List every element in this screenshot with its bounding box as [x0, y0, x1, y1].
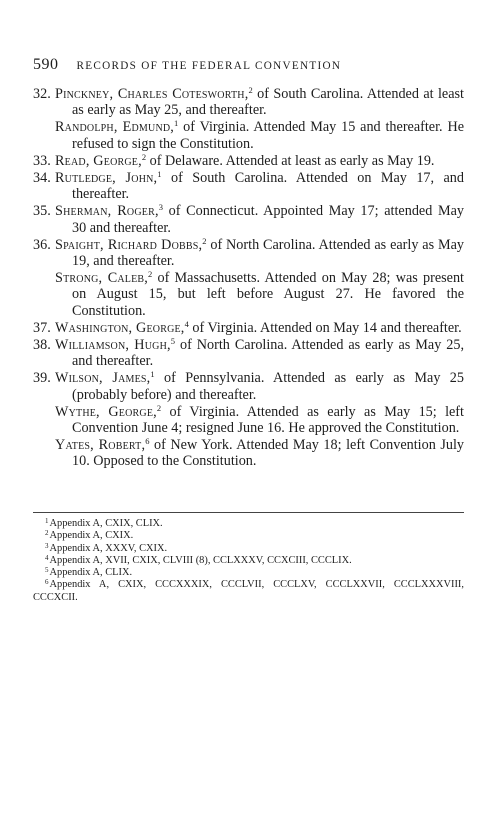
running-head: RECORDS OF THE FEDERAL CONVENTION — [76, 60, 342, 72]
delegate-entry — [33, 203, 464, 235]
entry-text: of Virginia. Attended as early as May 15; left Convention June 4; resigned June 16. He approved the Constitution. — [72, 403, 464, 437]
delegate-name: Pinckney, Charles Cotesworth, — [55, 86, 249, 102]
delegate-name: Spaight, Richard Dobbs, — [55, 236, 203, 253]
footnote — [33, 567, 464, 579]
footnote — [33, 555, 464, 567]
delegate-name: Yates, Robert, — [55, 437, 146, 454]
entry-number: 37. — [33, 319, 51, 336]
footnote-text: Appendix A, CXIX. — [49, 530, 134, 542]
footnote — [33, 518, 464, 530]
delegate-name: Williamson, Hugh, — [55, 337, 171, 354]
footnote — [33, 530, 464, 542]
entry-text: of Connecticut. Appointed May 17; attended May 30 and thereafter. — [72, 203, 464, 236]
delegate-name: Read, George, — [55, 152, 142, 169]
footnote-ref: 2 — [156, 402, 162, 413]
footnote-ref: 4 — [184, 318, 189, 329]
footnote-mark: 5 — [45, 566, 49, 575]
footnotes — [33, 518, 464, 604]
delegate-name: Sherman, Roger, — [55, 203, 159, 220]
entry-text: of Virginia. Attended May 15 and thereafter. He refused to sign the Constitution. — [72, 119, 464, 152]
entry-number: 33. — [33, 152, 51, 169]
delegate-entry — [33, 437, 464, 469]
footnote-ref: 2 — [148, 269, 153, 280]
footnote-ref: 2 — [202, 235, 207, 246]
footnote-ref: 1 — [150, 369, 155, 380]
delegate-name: Wythe, George, — [55, 403, 157, 420]
delegate-name: Rutledge, John, — [55, 170, 158, 187]
entry-text: of Massachusetts. Attended on May 28; was present on August 15, but left before August 27. He favored the Constitution. — [72, 270, 464, 319]
entry-text: of Virginia. Attended on May 14 and thereafter. — [188, 319, 462, 336]
footnote-ref: 3 — [158, 202, 163, 213]
entry-text: of Delaware. Attended at least as early as May 19. — [146, 152, 435, 169]
entry-text: of South Carolina. Attended on May 17, and thereafter. — [72, 170, 464, 203]
entry-number: 32. — [33, 86, 51, 102]
entry-number: 39. — [33, 370, 51, 387]
footnote-text: Appendix A, XVII, CXIX, CLVIII (8), CCLXXXV, CCXCIII, CCCLIX. — [49, 554, 352, 566]
footnote-mark: 3 — [45, 541, 49, 550]
entry-number: 36. — [33, 236, 51, 253]
footnote-mark: 1 — [45, 517, 49, 525]
footnote-text: Appendix A, CLIX. — [49, 567, 133, 579]
entry-text: of South Carolina. Attended at least as early as May 25, and thereafter. — [72, 86, 464, 119]
delegate-name: Washington, George, — [55, 319, 185, 336]
footnote-ref: 1 — [174, 118, 179, 129]
footnote-ref: 5 — [170, 336, 176, 347]
entry-number: 38. — [33, 337, 51, 354]
footnote-text: Appendix A, CXIX, CLIX. — [49, 518, 163, 529]
entry-number: 34. — [33, 170, 51, 187]
footnote-ref: 2 — [141, 151, 147, 162]
delegate-name: Wilson, James, — [55, 370, 151, 387]
entry-text: of North Carolina. Attended as early as May 25, and thereafter. — [72, 337, 464, 370]
delegate-entry — [33, 170, 464, 202]
delegate-entry — [33, 404, 464, 436]
delegate-entry — [33, 119, 464, 151]
footnote — [33, 543, 464, 555]
delegate-entry — [33, 320, 464, 336]
footnote-ref: 6 — [145, 436, 150, 447]
page-number: 590 — [33, 56, 59, 73]
footnote-text: Appendix A, CXIX, CCCXXXIX, CCCLVII, CCCLXV, CCCLXXVII, CCCLXXXVIII, CCCXCII. — [33, 579, 464, 603]
footnote-divider — [33, 512, 464, 513]
delegate-entry — [33, 370, 464, 402]
page-header — [33, 56, 463, 74]
footnote-ref: 1 — [157, 169, 162, 180]
footnote-mark: 6 — [45, 578, 49, 587]
footnote — [33, 579, 464, 604]
delegate-entry — [33, 337, 464, 369]
footnote-mark: 4 — [45, 553, 49, 562]
entry-text: of North Carolina. Attended as early as May 19, and thereafter. — [72, 236, 464, 270]
delegate-entry — [33, 237, 464, 269]
footnote-mark: 2 — [45, 529, 49, 538]
footnote-text: Appendix A, XXXV, CXIX. — [49, 542, 168, 554]
entry-text: of New York. Attended May 18; left Convention July 10. Opposed to the Constitution. — [72, 437, 464, 470]
delegate-entry — [33, 270, 464, 319]
entry-text: of Pennsylvania. Attended as early as May 25 (probably before) and thereafter. — [72, 370, 464, 403]
footnote-ref: 2 — [248, 85, 253, 95]
delegate-entry — [33, 86, 464, 118]
delegate-list — [33, 86, 464, 471]
delegate-name: Randolph, Edmund, — [55, 119, 175, 136]
entry-number: 35. — [33, 203, 51, 220]
delegate-entry — [33, 153, 464, 169]
delegate-name: Strong, Caleb, — [55, 270, 149, 287]
